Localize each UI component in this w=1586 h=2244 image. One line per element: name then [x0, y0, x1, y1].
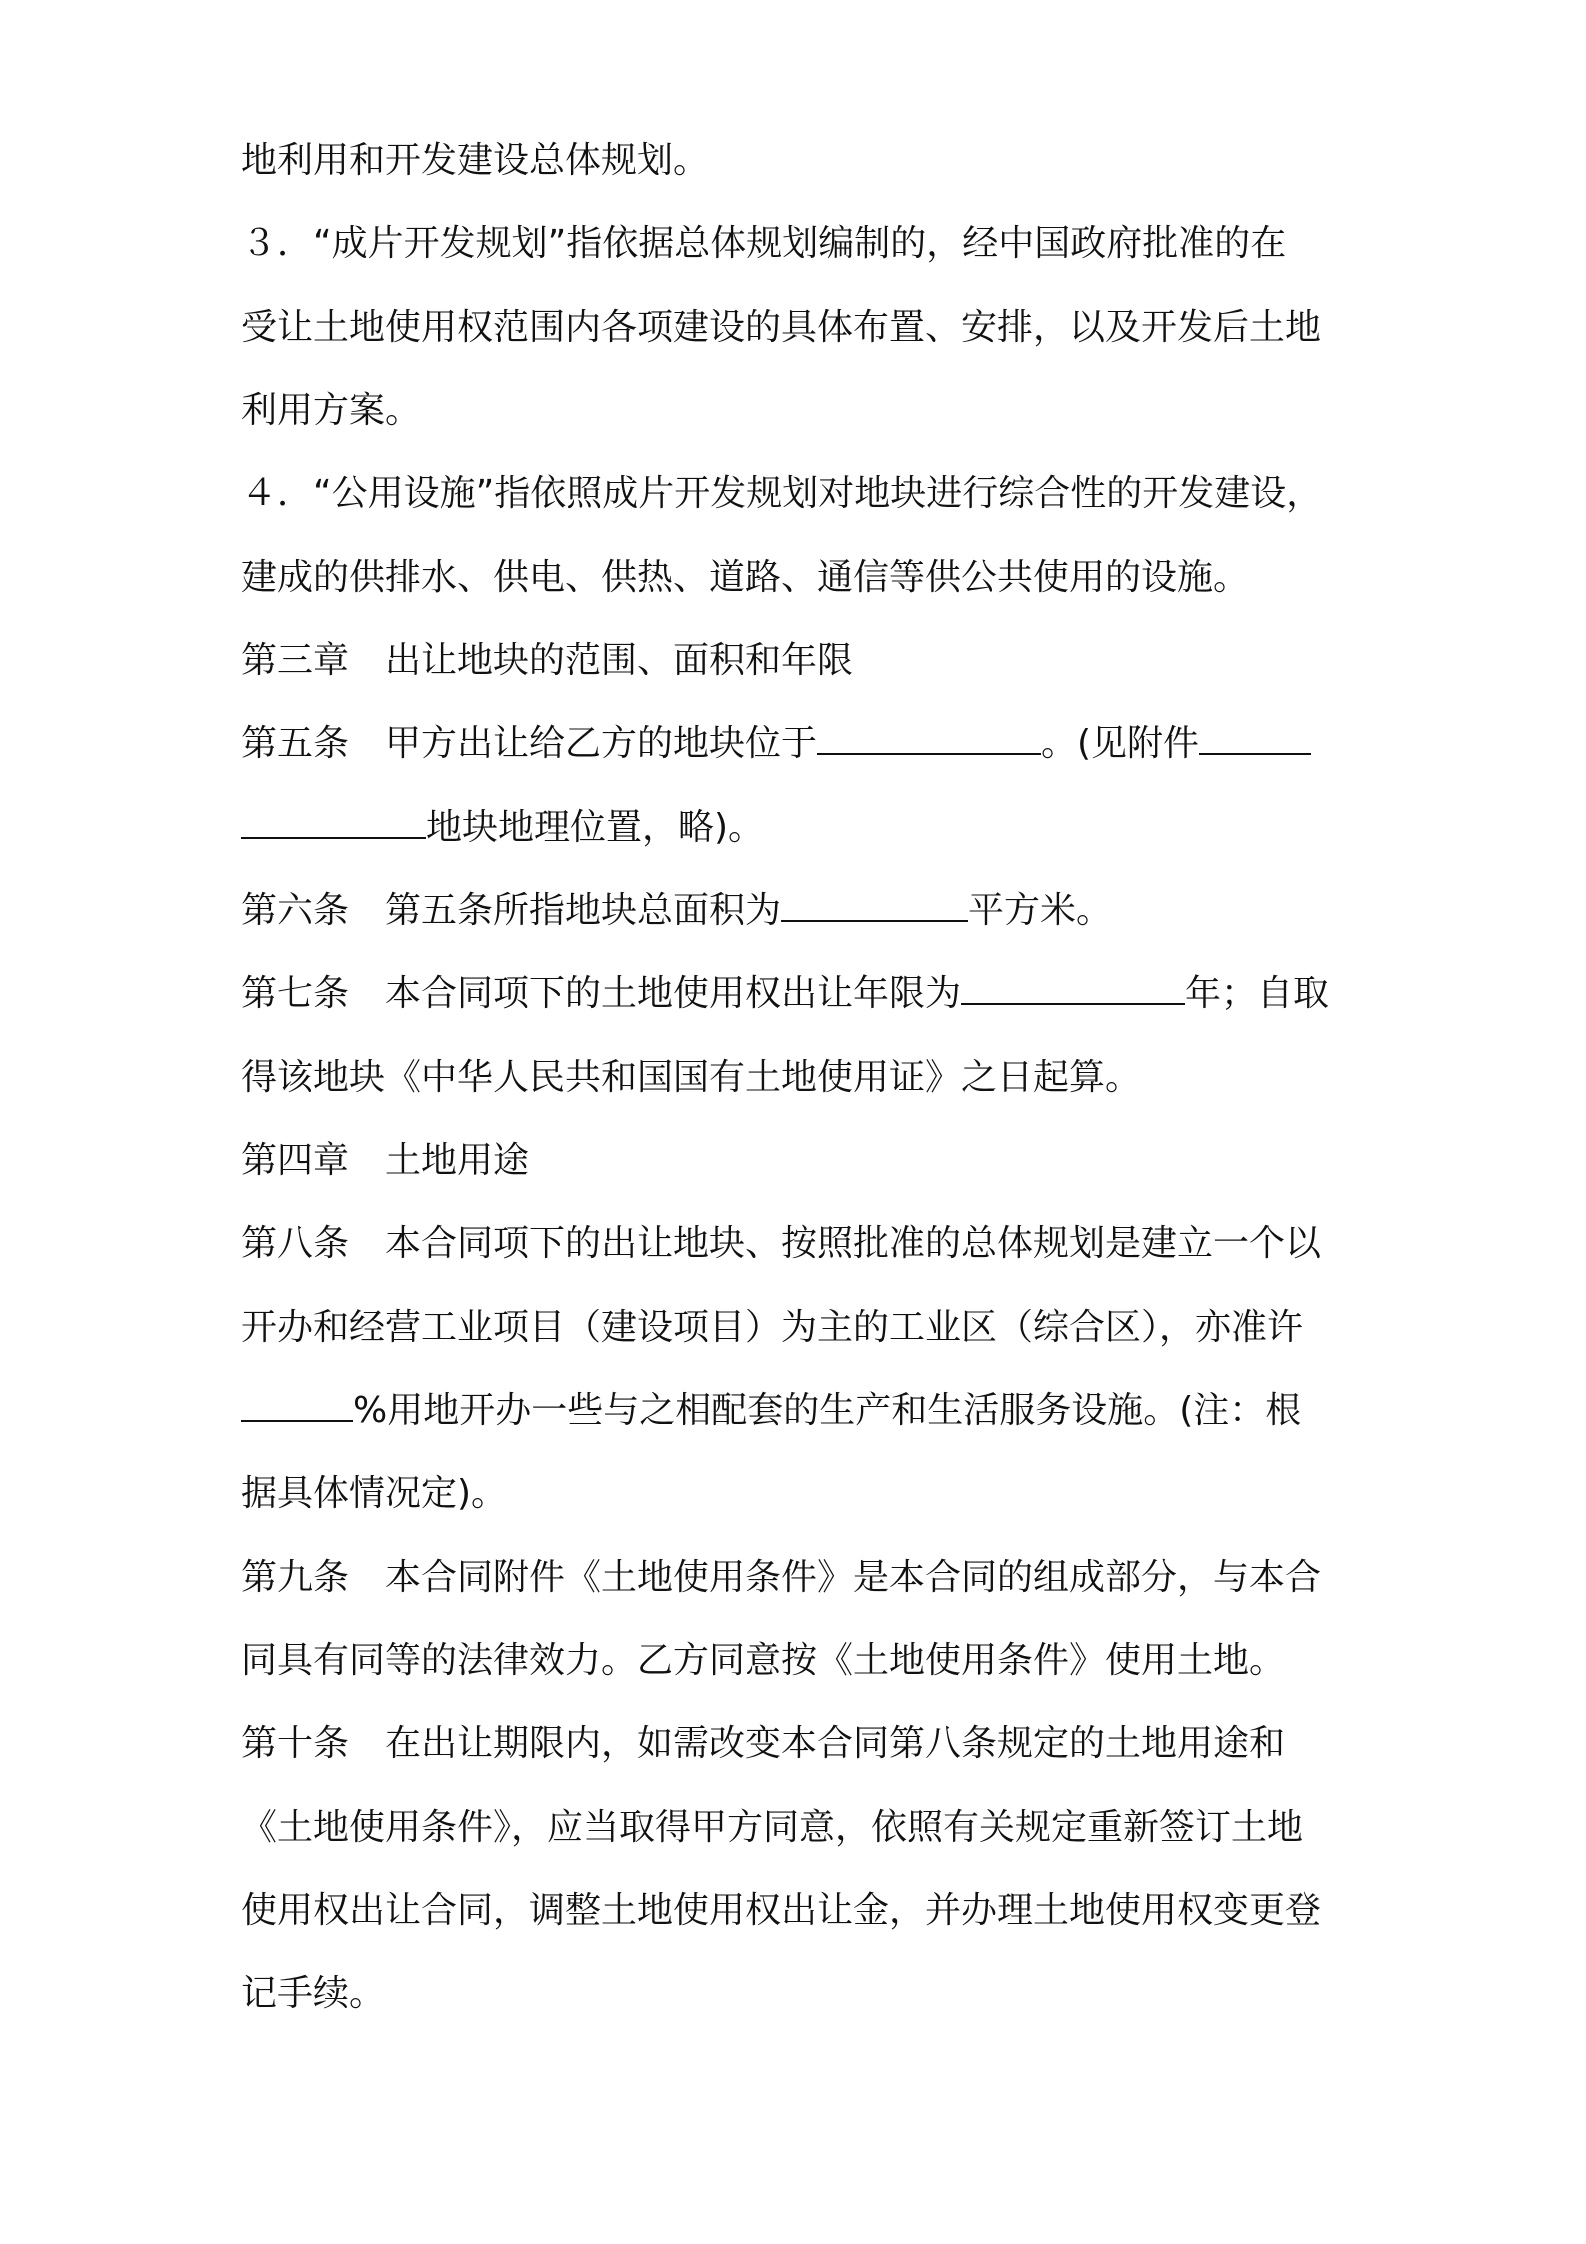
text-line: 同具有同等的法律效力。乙方同意按《土地使用条件》使用土地。 [241, 1640, 1286, 1681]
article-7-line [241, 969, 1329, 1019]
article-8-line: 第八条 本合同项下的出让地块、按照批准的总体规划是建立一个以 [241, 1223, 1322, 1264]
percent-blank [241, 1386, 353, 1422]
article-9-line: 第九条 本合同附件《土地使用条件》是本合同的组成部分，与本合 [241, 1557, 1322, 1598]
article-6-line [241, 886, 1112, 936]
article-5-line [241, 719, 1311, 769]
years-blank [961, 969, 1185, 1005]
text-line: 地利用和开发建设总体规划。 [241, 140, 710, 181]
area-blank [781, 886, 968, 922]
article-5-tail: 。(见附件 [1041, 723, 1200, 764]
article-5-cont-text: 地块地理位置，略)。 [426, 807, 765, 848]
article-6-tail: 平方米。 [968, 890, 1113, 931]
text-line: 据具体情况定)。 [241, 1473, 508, 1514]
text-line: 开办和经营工业项目（建设项目）为主的工业区（综合区），亦准许 [241, 1307, 1304, 1348]
article-5-text: 第五条 甲方出让给乙方的地块位于 [241, 723, 818, 764]
location-blank [817, 719, 1041, 755]
text-line: 利用方案。 [241, 390, 422, 431]
text-line: 得该地块《中华人民共和国国有土地使用证》之日起算。 [241, 1057, 1142, 1098]
chapter-3-heading: 第三章 出让地块的范围、面积和年限 [241, 640, 854, 681]
attachment-blank [1199, 719, 1311, 755]
text-line: 受让土地使用权范围内各项建设的具体布置、安排，以及开发后土地 [241, 307, 1322, 348]
text-line: 《土地使用条件》，应当取得甲方同意，依照有关规定重新签订土地 [241, 1807, 1304, 1848]
chapter-4-heading: 第四章 土地用途 [241, 1140, 530, 1181]
text-line: 建成的供排水、供电、供热、道路、通信等供公共使用的设施。 [241, 557, 1250, 598]
text-line: 使用权出让合同，调整土地使用权出让金，并办理土地使用权变更登 [241, 1890, 1322, 1931]
article-7-tail: 年；自取 [1185, 973, 1330, 1014]
article-6-text: 第六条 第五条所指地块总面积为 [241, 890, 782, 931]
text-line: 记手续。 [241, 1973, 386, 2014]
clause-3-definition: ３．“成片开发规划”指依据总体规划编制的，经中国政府批准的在 [241, 223, 1287, 264]
article-10-line: 第十条 在出让期限内，如需改变本合同第八条规定的土地用途和 [241, 1723, 1286, 1764]
clause-4-definition: ４．“公用设施”指依照成片开发规划对地块进行综合性的开发建设， [241, 473, 1323, 514]
article-8-percent-line [241, 1386, 1301, 1436]
attachment-blank-cont [241, 803, 426, 839]
article-5-cont [241, 803, 764, 853]
article-7-text: 第七条 本合同项下的土地使用权出让年限为 [241, 973, 962, 1014]
article-8-percent-text: %用地开办一些与之相配套的生产和生活服务设施。(注：根 [353, 1390, 1302, 1431]
